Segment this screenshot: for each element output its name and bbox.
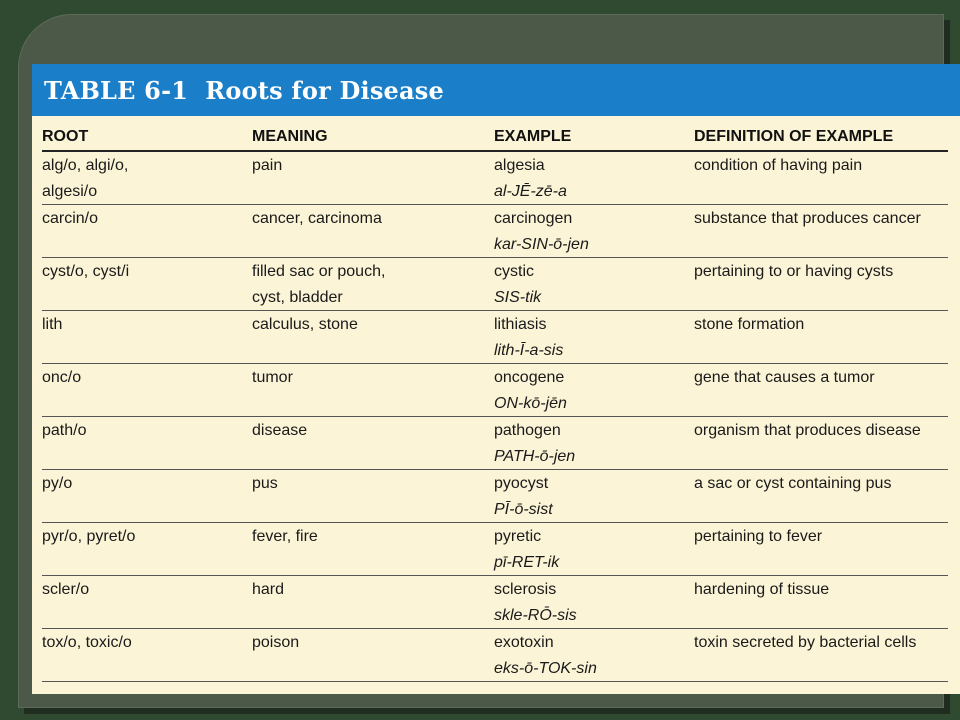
example-cell [494,259,541,311]
example-pronunciation: eks-ō-TOK-sin [494,660,597,677]
meaning-text: poison [252,634,300,651]
example-term: exotoxin [494,634,554,651]
example-pronunciation: kar-SIN-ō-jen [494,236,589,253]
meaning-cell [252,577,284,603]
root-text: alg/o, algi/o, [42,157,129,174]
example-term: carcinogen [494,210,573,227]
table-row [42,364,948,417]
meaning-text: calculus, stone [252,316,358,333]
meaning-cell [252,312,358,338]
example-term: pyretic [494,528,542,545]
meaning-cell [252,206,382,232]
example-term: lithiasis [494,316,547,333]
definition-text: stone formation [694,316,805,333]
example-pronunciation: lith-Ī-a-sis [494,342,564,359]
meaning-cell [252,153,282,179]
meaning-cell [252,630,299,656]
table-title: TABLE 6-1 Roots for Disease [44,75,444,105]
meaning-text: pain [252,157,283,174]
root-text: py/o [42,475,73,492]
definition-text: pertaining to fever [694,528,823,545]
example-pronunciation: al-JĒ-zē-a [494,183,567,200]
root-cell [42,630,132,656]
root-text: path/o [42,422,87,439]
definition-text: hardening of tissue [694,581,830,598]
meaning-text: fever, fire [252,528,318,545]
root-cell [42,471,72,497]
definition-text: pertaining to or having cysts [694,263,894,280]
table-row [42,523,948,576]
meaning-text: tumor [252,369,293,386]
example-term: pathogen [494,422,561,439]
example-term: algesia [494,157,545,174]
example-cell [494,418,575,470]
meaning-text: cyst, bladder [252,289,343,306]
definition-cell [694,365,875,391]
definition-cell [694,259,893,285]
root-text: pyr/o, pyret/o [42,528,136,545]
root-cell [42,259,129,285]
meaning-cell [252,259,385,311]
table-row [42,311,948,364]
meaning-cell [252,524,318,550]
table-row [42,629,948,682]
definition-text: substance that produces cancer [694,210,921,227]
example-pronunciation: skle-RŌ-sis [494,607,577,624]
meaning-text: hard [252,581,285,598]
definition-cell [694,630,916,656]
meaning-text: cancer, carcinoma [252,210,382,227]
table-row [42,470,948,523]
definition-text: gene that causes a tumor [694,369,875,386]
root-cell [42,365,81,391]
root-cell [42,206,98,232]
definition-text: toxin secreted by bacterial cells [694,634,917,651]
root-text: lith [42,316,63,333]
root-cell [42,418,86,444]
example-pronunciation: SIS-tik [494,289,542,306]
header-example: EXAMPLE [494,128,572,145]
root-text: onc/o [42,369,82,386]
example-cell [494,153,567,205]
root-text: cyst/o, cyst/i [42,263,130,280]
definition-cell [694,312,804,338]
example-cell [494,577,577,629]
root-cell [42,577,89,603]
header-definition: DEFINITION OF EXAMPLE [694,128,894,145]
meaning-text: pus [252,475,278,492]
meaning-text: filled sac or pouch, [252,263,386,280]
meaning-cell [252,418,307,444]
header-root: ROOT [42,128,89,145]
definition-cell [694,153,862,179]
example-cell [494,312,563,364]
example-pronunciation: PATH-ō-jen [494,448,576,465]
meaning-text: disease [252,422,308,439]
example-cell [494,471,553,523]
example-pronunciation: PĪ-ō-sist [494,501,553,518]
root-text: scler/o [42,581,90,598]
definition-text: organism that produces disease [694,422,921,439]
meaning-cell [252,471,278,497]
definition-text: a sac or cyst containing pus [694,475,892,492]
example-cell [494,365,567,417]
example-term: pyocyst [494,475,549,492]
root-cell [42,312,62,338]
example-cell [494,630,597,682]
table-header-row [42,124,948,152]
example-term: oncogene [494,369,565,386]
root-cell [42,153,128,205]
definition-cell [694,206,921,232]
table-title-bar [32,64,960,116]
meaning-cell [252,365,293,391]
definition-cell [694,471,891,497]
table-row [42,576,948,629]
root-text: tox/o, toxic/o [42,634,132,651]
example-cell [494,524,559,576]
definition-cell [694,418,921,444]
root-cell [42,524,135,550]
example-pronunciation: pī-RET-ik [494,554,560,571]
root-text: carcin/o [42,210,99,227]
example-pronunciation: ON-kō-jēn [494,395,567,412]
definition-text: condition of having pain [694,157,863,174]
example-term: cystic [494,263,534,280]
header-meaning: MEANING [252,128,328,145]
table-row [42,258,948,311]
definition-cell [694,524,822,550]
definition-cell [694,577,829,603]
example-cell [494,206,589,258]
table-row [42,152,948,205]
table-row [42,205,948,258]
example-term: sclerosis [494,581,557,598]
table-row [42,417,948,470]
root-text: algesi/o [42,183,98,200]
table-card [32,64,960,694]
